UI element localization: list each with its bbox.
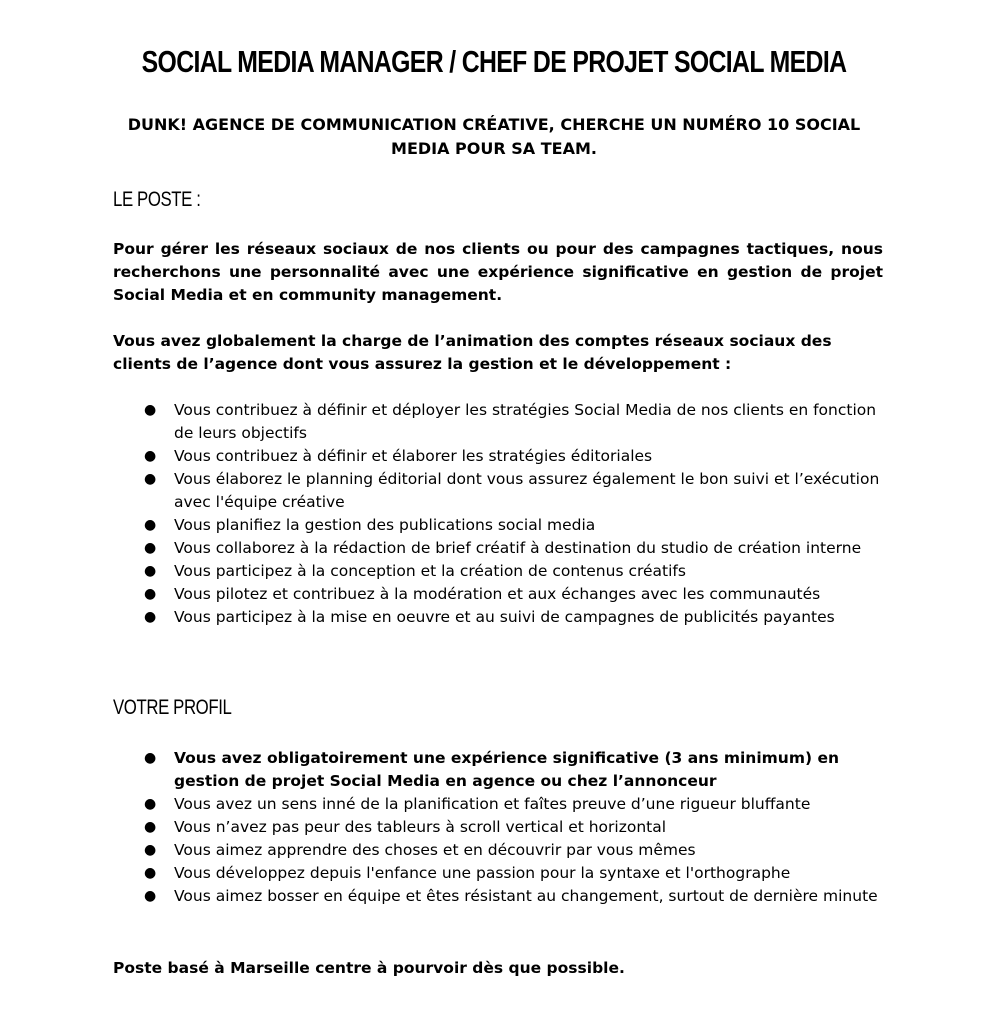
list-item-text: Vous participez à la mise en oeuvre et au suivi de campagnes de publicités payantes <box>174 608 835 626</box>
list-item-text: Vous participez à la conception et la création de contenus créatifs <box>174 562 686 580</box>
list-item <box>0 606 988 629</box>
list-item-text: Vous n’avez pas peur des tableurs à scroll vertical et horizontal <box>174 818 667 836</box>
list-item <box>0 399 988 445</box>
bullet-icon: ● <box>144 609 157 625</box>
list-item-text: Vous élaborez le planning éditorial dont vous assurez également le bon suivi et l’exécution avec l'équipe créative <box>174 470 880 511</box>
bullet-icon: ● <box>144 750 157 766</box>
list-item <box>0 583 988 606</box>
footer-paragraph: Poste basé à Marseille centre à pourvoir dès que possible. <box>113 959 625 977</box>
list-item-text: Vous développez depuis l'enfance une passion pour la syntaxe et l'orthographe <box>174 864 791 882</box>
bullet-icon: ● <box>144 842 157 858</box>
bullet-icon: ● <box>144 586 157 602</box>
section-heading-poste: LE POSTE : <box>113 188 201 211</box>
list-item <box>0 862 988 885</box>
bullet-icon: ● <box>144 402 157 418</box>
list-item-text: Vous contribuez à définir et élaborer les stratégies éditoriales <box>174 447 653 465</box>
list-item-text: Vous avez un sens inné de la planification et faîtes preuve d’une rigueur bluffante <box>174 795 811 813</box>
poste-task-list <box>0 399 988 629</box>
poste-lead-paragraph: Vous avez globalement la charge de l’animation des comptes réseaux sociaux des clients de l’agence dont vous assurez la gestion et le développement : <box>113 332 832 373</box>
list-item-text: Vous pilotez et contribuez à la modération et aux échanges avec les communautés <box>174 585 821 603</box>
list-item-text: Vous aimez apprendre des choses et en découvrir par vous mêmes <box>174 841 696 859</box>
bullet-icon: ● <box>144 540 157 556</box>
bullet-icon: ● <box>144 517 157 533</box>
poste-intro-paragraph: Pour gérer les réseaux sociaux de nos clients ou pour des campagnes tactiques, nous recherchons une personnalité avec une expérience significative en gestion de projet Social Media et en community management. <box>113 240 883 304</box>
bullet-icon: ● <box>144 448 157 464</box>
list-item <box>0 468 988 514</box>
bullet-icon: ● <box>144 819 157 835</box>
bullet-icon: ● <box>144 865 157 881</box>
list-item-text: Vous avez obligatoirement une expérience significative (3 ans minimum) en gestion de projet Social Media en agence ou chez l’annonceur <box>174 749 840 790</box>
list-item <box>0 537 988 560</box>
bullet-icon: ● <box>144 471 157 487</box>
list-item-text: Vous aimez bosser en équipe et êtes résistant au changement, surtout de dernière minute <box>174 887 878 905</box>
profil-requirement-list <box>0 747 988 908</box>
bullet-icon: ● <box>144 888 157 904</box>
list-item-text: Vous contribuez à définir et déployer les stratégies Social Media de nos clients en fonction de leurs objectifs <box>174 401 877 442</box>
document-title: SOCIAL MEDIA MANAGER / CHEF DE PROJET SOCIAL MEDIA <box>141 44 847 79</box>
list-item-text: Vous planifiez la gestion des publications social media <box>174 516 596 534</box>
list-item-text: Vous collaborez à la rédaction de brief créatif à destination du studio de création interne <box>174 539 862 557</box>
bullet-icon: ● <box>144 796 157 812</box>
list-item <box>0 816 988 839</box>
section-heading-profil: VOTRE PROFIL <box>113 696 232 719</box>
list-item <box>0 885 988 908</box>
list-item <box>0 514 988 537</box>
list-item <box>0 747 988 793</box>
list-item <box>0 839 988 862</box>
document-subtitle: DUNK! AGENCE DE COMMUNICATION CRÉATIVE, CHERCHE UN NUMÉRO 10 SOCIAL MEDIA POUR SA TEAM. <box>127 115 861 158</box>
list-item <box>0 560 988 583</box>
list-item <box>0 793 988 816</box>
bullet-icon: ● <box>144 563 157 579</box>
list-item <box>0 445 988 468</box>
